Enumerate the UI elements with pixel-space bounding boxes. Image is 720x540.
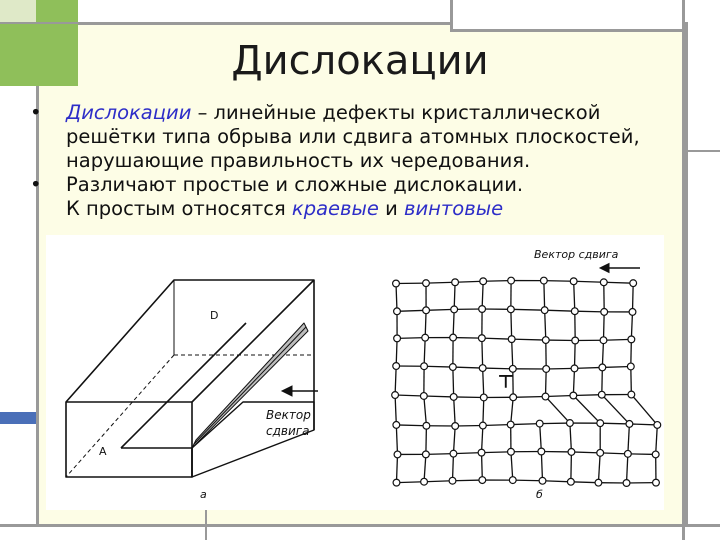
- lattice-bond: [575, 311, 604, 312]
- types-line2: К простым относятся: [66, 197, 292, 220]
- lattice-bond: [511, 309, 545, 310]
- shift-arrow-left: [282, 386, 318, 396]
- lattice-atom: [393, 479, 400, 486]
- lattice-bond: [511, 397, 514, 424]
- lattice-atom: [394, 335, 401, 342]
- lattice-atom: [479, 477, 486, 484]
- lattice-atom: [393, 363, 400, 370]
- lattice-atom: [450, 394, 457, 401]
- lattice-bond: [627, 454, 628, 483]
- lattice-bond: [571, 482, 599, 483]
- lattice-bond: [396, 482, 424, 483]
- lattice-bond: [395, 395, 424, 396]
- lattice-atom: [628, 391, 635, 398]
- lattice-bond: [426, 282, 455, 283]
- lattice-atom: [394, 451, 401, 458]
- lattice-atom: [623, 480, 630, 487]
- lattice-bond: [540, 423, 570, 424]
- lattice-atom: [626, 421, 633, 428]
- lattice-bond: [396, 425, 397, 455]
- lattice-atom: [536, 420, 543, 427]
- lattice-bond: [482, 338, 512, 339]
- lattice-atom: [628, 336, 635, 343]
- lattice-atom: [449, 477, 456, 484]
- lattice-bond: [573, 395, 600, 423]
- definition-line1: – линейные дефекты кристаллической: [191, 101, 601, 124]
- lattice-atom: [539, 477, 546, 484]
- bullet-types: [30, 173, 690, 221]
- lattice-atom: [479, 306, 486, 313]
- lattice-atom: [652, 451, 659, 458]
- bullet-marker: •: [30, 173, 42, 196]
- lattice-bond: [600, 453, 628, 454]
- lattice-bond: [544, 281, 545, 311]
- lattice-bond: [454, 397, 484, 398]
- lattice-atom: [600, 337, 607, 344]
- lattice-atom: [571, 365, 578, 372]
- lattice-atom: [422, 451, 429, 458]
- lattice-atom: [572, 337, 579, 344]
- lattice-atom: [571, 308, 578, 315]
- lattice-atom: [423, 280, 430, 287]
- lattice-bond: [573, 395, 601, 396]
- lattice-atom: [570, 278, 577, 285]
- lattice-bond: [574, 340, 575, 368]
- lattice-atom: [509, 477, 516, 484]
- lattice-bond: [542, 481, 570, 482]
- lattice-bond: [603, 312, 604, 340]
- lattice-bond: [483, 397, 484, 425]
- lattice-atom: [542, 337, 549, 344]
- lattice-atom: [601, 308, 608, 315]
- bottom-tick: [205, 510, 207, 540]
- lattice-atom: [624, 450, 631, 457]
- lattice-bond: [424, 481, 452, 482]
- lattice-bond: [483, 425, 511, 426]
- lattice-bond: [545, 310, 546, 340]
- term-edge: краевые: [291, 197, 379, 220]
- shift-label-left-2: сдвига: [266, 424, 310, 438]
- lattice-bond: [574, 367, 602, 368]
- lattice-atom: [508, 448, 515, 455]
- lattice-atom: [595, 479, 602, 486]
- lattice-bond: [453, 454, 454, 481]
- lattice-bond: [571, 452, 572, 482]
- lattice-atom: [420, 393, 427, 400]
- lattice-bond: [482, 426, 483, 453]
- lattice-bond: [482, 338, 483, 368]
- crystal-lattice: [392, 277, 661, 486]
- lattice-bond: [540, 424, 542, 452]
- lattice-atom: [421, 363, 428, 370]
- lattice-bond: [604, 282, 633, 283]
- lattice-bond: [602, 395, 630, 424]
- lattice-bond: [396, 284, 397, 312]
- lattice-bond: [453, 426, 455, 454]
- lattice-atom: [599, 364, 606, 371]
- lattice-atom: [480, 278, 487, 285]
- lattice-atom: [540, 277, 547, 284]
- lattice-bond: [545, 397, 569, 424]
- lattice-bond: [602, 340, 603, 367]
- lattice-bond: [482, 453, 483, 480]
- lattice-atom: [508, 277, 515, 284]
- lattice-atom: [570, 392, 577, 399]
- term-dislocations: Дислокации: [66, 101, 192, 124]
- corner-block-light: [0, 0, 36, 22]
- top-right-box: [450, 0, 682, 32]
- lattice-bond: [602, 367, 603, 394]
- lattice-atom: [600, 279, 607, 286]
- lattice-bond: [541, 452, 542, 481]
- lattice-atom: [479, 365, 486, 372]
- slide-body: [30, 101, 690, 221]
- lattice-bond: [573, 368, 574, 395]
- lattice-atom: [452, 279, 459, 286]
- lattice-bond: [453, 309, 454, 337]
- lattice-atom: [567, 420, 574, 427]
- lattice-atom: [479, 422, 486, 429]
- lattice-atom: [480, 394, 487, 401]
- lattice-atom: [422, 334, 429, 341]
- lattice-bond: [453, 367, 454, 397]
- lattice-atom: [598, 391, 605, 398]
- lattice-bond: [632, 283, 633, 312]
- lattice-bond: [426, 454, 454, 455]
- lattice-atom: [478, 335, 485, 342]
- lattice-atom: [450, 334, 457, 341]
- lattice-atom: [542, 393, 549, 400]
- lattice-bond: [424, 454, 426, 481]
- lattice-bond: [395, 366, 396, 395]
- lattice-bond: [426, 309, 454, 310]
- lattice-atom: [392, 392, 399, 399]
- bullet-marker: •: [30, 101, 42, 124]
- lattice-bond: [397, 338, 425, 339]
- lattice-atom: [451, 306, 458, 313]
- top-rule-left: [0, 22, 78, 24]
- lattice-atom: [507, 306, 514, 313]
- lattice-atom: [541, 307, 548, 314]
- lattice-atom: [423, 422, 430, 429]
- lattice-bond: [453, 338, 482, 339]
- bullet-definition: [30, 101, 690, 173]
- side-accent-blue: [0, 412, 36, 424]
- lattice-bond: [424, 396, 454, 397]
- lattice-bond: [396, 425, 426, 426]
- lattice-bond: [629, 424, 657, 425]
- lattice-atom: [543, 366, 550, 373]
- lattice-bond: [483, 368, 513, 369]
- lattice-atom: [538, 448, 545, 455]
- lattice-atom: [393, 422, 400, 429]
- side-rule-right: [685, 150, 720, 152]
- lattice-atom: [630, 280, 637, 287]
- lattice-bond: [396, 338, 397, 366]
- types-line1: Различают простые и сложные дислокации.: [66, 173, 524, 196]
- lattice-bond: [602, 366, 630, 367]
- lattice-bond: [396, 454, 397, 482]
- lattice-bond: [546, 368, 574, 369]
- lattice-bond: [512, 339, 513, 369]
- definition-line2: решётки типа обрыва или сдвига атомных плоскостей,: [66, 125, 640, 148]
- lattice-bond: [453, 480, 483, 481]
- lattice-bond: [424, 396, 427, 426]
- lattice-bond: [483, 281, 511, 282]
- shift-label-right: Вектор сдвига: [534, 248, 619, 261]
- lattice-bond: [511, 309, 512, 339]
- lattice-bond: [544, 281, 574, 282]
- term-screw: винтовые: [404, 197, 504, 220]
- shift-label-left-1: Вектор: [266, 408, 311, 422]
- lattice-atom: [450, 450, 457, 457]
- lattice-bond: [600, 423, 629, 424]
- dislocation-figure: [46, 235, 664, 510]
- lattice-bond: [574, 281, 575, 311]
- lattice-bond: [454, 282, 455, 309]
- lattice-bond: [513, 397, 545, 398]
- label-A: A: [99, 445, 107, 458]
- lattice-bond: [511, 452, 513, 480]
- shift-arrow-right: [600, 264, 640, 273]
- lattice-bond: [628, 424, 630, 454]
- lattice-bond: [513, 480, 543, 481]
- lattice-atom: [654, 422, 661, 429]
- lattice-atom: [449, 364, 456, 371]
- lattice-bond: [424, 338, 425, 367]
- lattice-bond: [455, 281, 483, 282]
- lattice-bond: [656, 425, 658, 454]
- lattice-atom: [567, 478, 574, 485]
- lattice-bond: [453, 453, 481, 454]
- bottom-rule: [0, 524, 720, 527]
- lattice-atom: [421, 478, 428, 485]
- lattice-bond: [545, 395, 573, 396]
- lattice-bond: [482, 281, 483, 309]
- lattice-atom: [508, 336, 515, 343]
- lattice-bond: [545, 310, 575, 311]
- lattice-atom: [423, 307, 430, 314]
- lattice-bond: [511, 424, 540, 425]
- lattice-bond: [631, 366, 632, 394]
- lattice-bond: [574, 281, 604, 282]
- lattice-atom: [510, 394, 517, 401]
- lattice-bond: [426, 426, 427, 455]
- lattice-atom: [452, 423, 459, 430]
- lattice-bond: [628, 454, 656, 455]
- lattice-atom: [507, 421, 514, 428]
- lattice-atom: [393, 280, 400, 287]
- lattice-bond: [424, 366, 453, 367]
- lattice-bond: [453, 367, 483, 368]
- dislocation-symbol: ⊥: [497, 370, 514, 391]
- lattice-bond: [483, 368, 484, 397]
- lattice-bond: [631, 395, 657, 425]
- lattice-bond: [395, 395, 396, 425]
- lattice-atom: [394, 308, 401, 315]
- types-and: и: [378, 197, 404, 220]
- lattice-atom: [568, 449, 575, 456]
- lattice-bond: [425, 310, 426, 337]
- label-D: D: [210, 309, 219, 322]
- lattice-bond: [598, 453, 600, 483]
- lattice-atom: [597, 420, 604, 427]
- lattice-bond: [603, 339, 631, 340]
- caption-b: б: [536, 488, 543, 501]
- lattice-bond: [631, 339, 632, 366]
- lattice-bond: [397, 310, 426, 311]
- lattice-bond: [571, 452, 600, 453]
- lattice-atom: [597, 449, 604, 456]
- lattice-atom: [478, 449, 485, 456]
- caption-a: а: [200, 488, 207, 501]
- definition-line3: нарушающие правильность их чередования.: [66, 149, 531, 172]
- lattice-bond: [631, 312, 632, 339]
- lattice-atom: [627, 363, 634, 370]
- lattice-bond: [545, 369, 546, 397]
- lattice-bond: [454, 397, 456, 426]
- lattice-atom: [653, 479, 660, 486]
- lattice-bond: [482, 452, 511, 453]
- lattice-bond: [570, 423, 572, 452]
- lattice-bond: [512, 339, 546, 340]
- lattice-atom: [629, 309, 636, 316]
- slide-title: Дислокации: [231, 38, 489, 84]
